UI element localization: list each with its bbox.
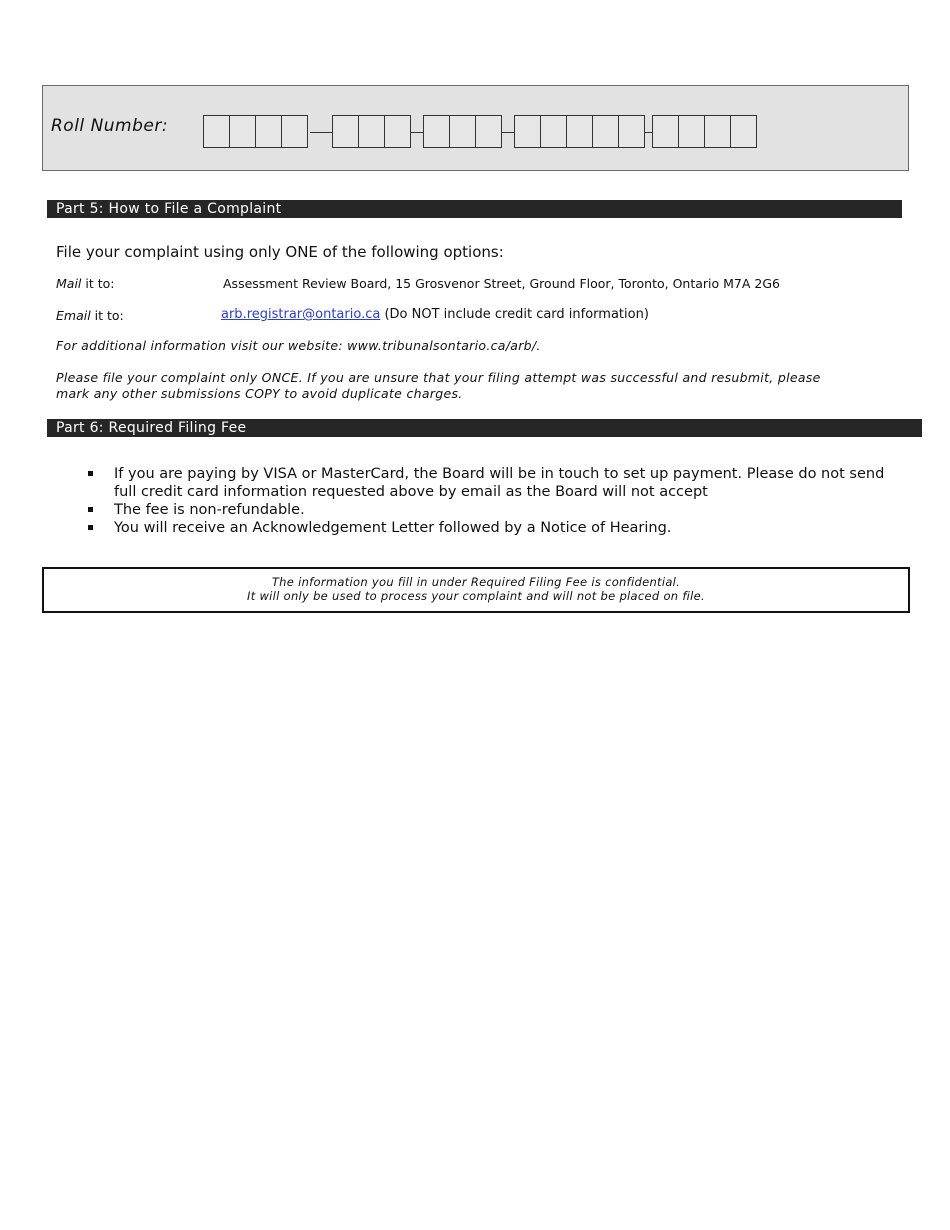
- roll-digit-box[interactable]: [514, 115, 541, 148]
- fee-bullet-list: [86, 465, 906, 537]
- roll-number-group-2: [332, 115, 411, 148]
- roll-digit-box[interactable]: [652, 115, 679, 148]
- bullet-text: You will receive an Acknowledgement Letter followed by a Notice of Hearing.: [114, 520, 672, 536]
- roll-digit-box[interactable]: [449, 115, 476, 148]
- confidential-line-2: It will only be used to process your complaint and will not be placed on file.: [247, 589, 705, 603]
- once-note-line-1: Please file your complaint only ONCE. If you are unsure that your filing attempt was successful and resubmit, please: [56, 370, 821, 385]
- roll-digit-box[interactable]: [384, 115, 411, 148]
- roll-digit-box[interactable]: [566, 115, 593, 148]
- roll-number-label: Roll Number:: [51, 116, 169, 136]
- roll-digit-box[interactable]: [592, 115, 619, 148]
- list-item: [86, 501, 906, 519]
- mail-label: [56, 276, 114, 291]
- roll-digit-box[interactable]: [704, 115, 731, 148]
- list-item: [86, 519, 906, 537]
- roll-digit-box[interactable]: [540, 115, 567, 148]
- part6-heading: Part 6: Required Filing Fee: [47, 419, 922, 437]
- roll-number-group-1: [203, 115, 308, 148]
- roll-digit-box[interactable]: [255, 115, 282, 148]
- roll-digit-box[interactable]: [229, 115, 256, 148]
- email-value: [221, 307, 649, 322]
- once-note-line-2: mark any other submissions COPY to avoid duplicate charges.: [56, 386, 463, 401]
- roll-digit-box[interactable]: [358, 115, 385, 148]
- roll-digit-box[interactable]: [678, 115, 705, 148]
- website-note: For additional information visit our website: www.tribunalsontario.ca/arb/.: [56, 338, 541, 353]
- bullet-square-icon: [88, 471, 93, 476]
- bullet-square-icon: [88, 507, 93, 512]
- email-link[interactable]: arb.registrar@ontario.ca: [221, 307, 381, 322]
- email-label: [56, 308, 124, 323]
- roll-digit-box[interactable]: [730, 115, 757, 148]
- roll-digit-box[interactable]: [203, 115, 230, 148]
- mail-address: Assessment Review Board, 15 Grosvenor Street, Ground Floor, Toronto, Ontario M7A 2G6: [223, 276, 780, 291]
- roll-digit-box[interactable]: [332, 115, 359, 148]
- roll-digit-box[interactable]: [618, 115, 645, 148]
- email-note: (Do NOT include credit card information): [380, 307, 649, 322]
- part5-lead-text: File your complaint using only ONE of the following options:: [56, 243, 504, 261]
- bullet-square-icon: [88, 525, 93, 530]
- roll-number-group-5: [652, 115, 757, 148]
- bullet-text: The fee is non-refundable.: [114, 502, 305, 518]
- mail-label-rest: it to:: [81, 276, 115, 291]
- roll-digit-box[interactable]: [281, 115, 308, 148]
- roll-number-group-4: [514, 115, 645, 148]
- list-item: [86, 465, 906, 501]
- mail-label-emphasis: Mail: [56, 276, 82, 291]
- bullet-text: If you are paying by VISA or MasterCard, the Board will be in touch to set up payment. Please do not send full credit card information requested above by email as the Board will not accept: [114, 466, 885, 500]
- roll-digit-box[interactable]: [423, 115, 450, 148]
- roll-number-panel: [42, 85, 909, 171]
- roll-digit-box[interactable]: [475, 115, 502, 148]
- confidential-line-1: The information you fill in under Required Filing Fee is confidential.: [271, 575, 681, 589]
- email-label-rest: it to:: [90, 308, 124, 323]
- part5-heading: Part 5: How to File a Complaint: [47, 200, 902, 218]
- email-label-emphasis: Email: [56, 308, 91, 323]
- confidential-notice: [42, 567, 910, 613]
- roll-number-group-3: [423, 115, 502, 148]
- roll-separator: [310, 132, 333, 133]
